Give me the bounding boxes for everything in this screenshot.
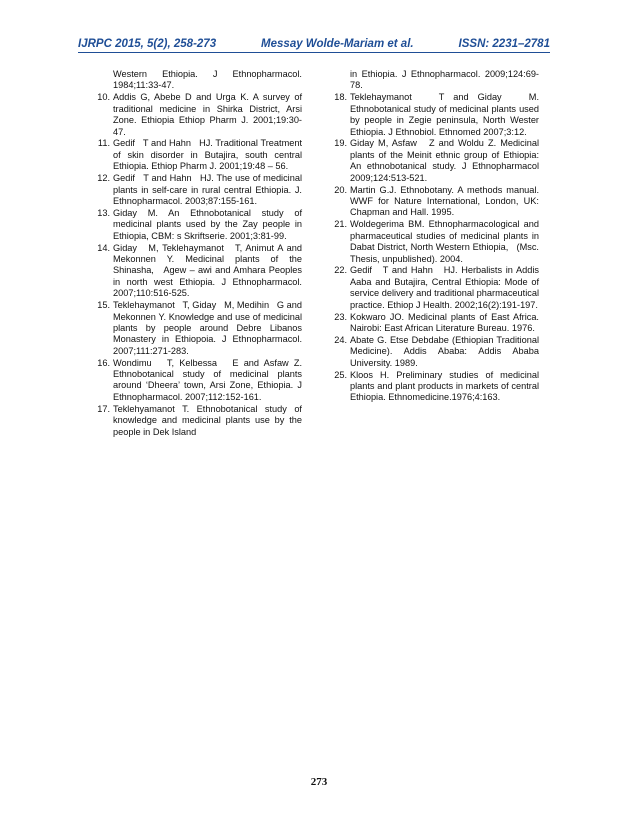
reference-text: Teklehyamanot T. Ethnobotanical study of knowledge and medicinal plants use by the people in Dek Island (113, 403, 305, 437)
reference-column-left (97, 69, 305, 439)
authors: Messay Wolde-Mariam et al. (261, 38, 414, 50)
reference-text: Giday M, Teklehaymanot T, Animut A and Mekonnen Y. Medicinal plants of the Shinasha, Agew – awi and Amhara Peoples in north west Ethiopia. J Ethnopharmacol. 2007;110:516-525. (113, 242, 305, 299)
reference-item (334, 265, 542, 311)
reference-number: 21. (334, 219, 347, 230)
reference-item (97, 92, 305, 138)
reference-item (97, 403, 305, 438)
reference-number: 12. (97, 173, 110, 184)
reference-text: Gedif T and Hahn HJ. Traditional Treatment of skin disorder in Butajira, south central Ethiopia. Ethiop Pharm J. 2001;19:48 – 56. (113, 138, 305, 172)
reference-text: Teklehaymanot T, Giday M, Medihin G and Mekonnen Y. Knowledge and use of medicinal plants by people around Debre Libanos Monastery in Ethiopoia. J Ethnopharmacol. 2007;111:271-283. (113, 300, 305, 356)
header-divider (78, 52, 550, 53)
running-header (78, 36, 550, 50)
reference-text: Teklehaymanot T and Giday M. Ethnobotanical study of medicinal plants used by people in Zegie peninsula, North Wester Ethiopia. J Ethnobiol. Ethnomed 2007;3:12. (350, 92, 542, 137)
reference-text: Wondimu T, Kelbessa E and Asfaw Z. Ethnobotanical study of medicinal plants around ‘Dheera’ town, Arsi Zone, Ethiopia. J Ethnopharmacol. 2007;112:152-161. (113, 357, 305, 402)
reference-number: 18. (334, 92, 347, 103)
reference-text: Abate G. Etse Debdabe (Ethiopian Traditional Medicine). Addis Ababa: Addis Ababa University. 1989. (350, 334, 542, 368)
reference-text: Woldegerima BM. Ethnopharmacological and pharmaceutical studies of medicinal plants in Dabat District, North Western Ethiopia, (Msc. Thesis, unpublished). 2004. (350, 219, 542, 264)
reference-number: 15. (97, 300, 110, 311)
reference-number: 25. (334, 369, 347, 380)
reference-item (97, 207, 305, 242)
reference-item (334, 184, 542, 219)
reference-item (334, 138, 542, 184)
reference-item (97, 357, 305, 404)
reference-number: 14. (97, 242, 110, 253)
reference-text: Addis G, Abebe D and Urga K. A survey of traditional medicine in Shirka District, Arsi Zone. Ethiopia Ethiop Pharm J. 2001;19:30-47. (113, 92, 305, 137)
reference-column-right (334, 69, 542, 404)
reference-text: Gedif T and Hahn HJ. Herbalists in Addis Aaba and Butajira, Central Ethiopia: Mode of service delivery and traditional pharmaceutical practice. Ethiop J Health. 2002;16(2):191-197. (350, 265, 542, 310)
reference-number: 16. (97, 357, 110, 368)
reference-text: Kokwaro JO. Medicinal plants of East Africa. Nairobi: East African Literature Bureau. 1976. (350, 311, 542, 333)
reference-item (334, 311, 542, 335)
reference-number: 24. (334, 334, 347, 345)
reference-item (334, 334, 542, 369)
reference-number: 10. (97, 92, 110, 103)
reference-text: Giday M, Asfaw Z and Woldu Z. Medicinal plants of the Meinit ethnic group of Ethiopia: An ethnobotanical study. J Ethnopharmacol 2009;124:513-521. (350, 138, 542, 183)
issn: ISSN: 2231–2781 (458, 38, 550, 50)
reference-text: Kloos H. Preliminary studies of medicinal plants and plant products in markets of central Ethiopia. Ethnomedicine.1976;4:163. (350, 369, 542, 403)
reference-text: Giday M. An Ethnobotanical study of medicinal plants used by the Zay people in Ethiopia, CBM: s Skriftserie. 2001;3:81-99. (113, 207, 305, 241)
reference-item (97, 300, 305, 357)
reference-continuation: Western Ethiopia. J Ethnopharmacol. 1984;11:33-47. (113, 69, 305, 91)
reference-text: Gedif T and Hahn HJ. The use of medicinal plants in self-care in rural central Ethiopia. J. Ethnopharmacol. 2003;87:155-161. (113, 173, 305, 206)
reference-item (97, 138, 305, 172)
page-number: 273 (310, 776, 328, 788)
reference-number: 17. (97, 403, 110, 414)
reference-number: 11. (97, 138, 110, 149)
reference-number: 13. (97, 207, 110, 218)
reference-number: 20. (334, 184, 347, 195)
reference-number: 23. (334, 311, 347, 322)
reference-item (97, 173, 305, 207)
reference-item (334, 92, 542, 138)
reference-item (334, 219, 542, 265)
reference-number: 19. (334, 138, 347, 149)
reference-continuation: in Ethiopia. J Ethnopharmacol. 2009;124:69-78. (350, 69, 539, 91)
journal-citation: IJRPC 2015, 5(2), 258-273 (78, 38, 217, 50)
reference-item (97, 242, 305, 300)
reference-item (334, 369, 542, 404)
reference-number: 22. (334, 265, 347, 276)
reference-text: Martin G.J. Ethnobotany. A methods manual. WWF for Nature International, London, UK: Chapman and Hall. 1995. (350, 184, 542, 218)
